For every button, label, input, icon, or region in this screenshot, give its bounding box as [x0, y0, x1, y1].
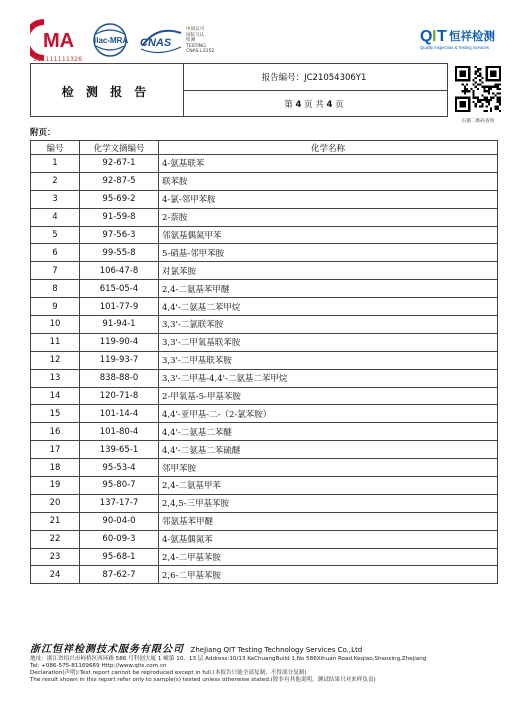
page-indicator	[182, 98, 446, 110]
svg-text:Q: Q	[420, 28, 433, 45]
row-number: 3	[31, 190, 80, 208]
row-number: 10	[31, 316, 80, 334]
cas-number: 91-94-1	[80, 316, 159, 334]
chemical-name: 邻氨基苯甲醚	[159, 512, 498, 530]
table-row	[31, 459, 498, 477]
page-suffix: 页	[335, 100, 344, 110]
row-number: 13	[31, 369, 80, 387]
table-row	[31, 566, 498, 584]
row-number: 21	[31, 512, 80, 530]
cas-number: 615-05-4	[80, 280, 159, 298]
svg-text:Quality Inspection & Testing S: Quality Inspection & Testing Services	[420, 45, 489, 50]
row-number: 7	[31, 262, 80, 280]
row-number: 24	[31, 566, 80, 584]
chemical-name: 邻氨基偶氮甲苯	[159, 226, 498, 244]
chemical-name: 邻甲苯胺	[159, 459, 498, 477]
table-row	[31, 405, 498, 423]
cas-number: 95-69-2	[80, 190, 159, 208]
row-number: 19	[31, 477, 80, 495]
chemical-name: 3,3'-二甲氧基联苯胺	[159, 333, 498, 351]
footer-declaration: Declaration(声明):Test report cannot be reproduced except in full.(本报告只能全部复制，不得部分复制)	[30, 670, 307, 676]
chemical-name: 2,6-二甲基苯胺	[159, 566, 498, 584]
table-row	[31, 351, 498, 369]
cas-number: 119-90-4	[80, 333, 159, 351]
table-body	[31, 155, 498, 584]
row-number: 23	[31, 548, 80, 566]
cnas-logo	[137, 25, 185, 57]
ma-number: 161111111326	[33, 56, 83, 63]
row-number: 6	[31, 244, 80, 262]
cas-number: 137-17-7	[80, 494, 159, 512]
ilac-mra-logo	[88, 22, 132, 58]
cas-number: 101-80-4	[80, 423, 159, 441]
table-row	[31, 172, 498, 190]
row-number: 8	[31, 280, 80, 298]
table-row	[31, 280, 498, 298]
cas-number: 838-88-0	[80, 369, 159, 387]
row-number: 18	[31, 459, 80, 477]
table-row	[31, 369, 498, 387]
row-number: 22	[31, 530, 80, 548]
cas-number: 95-80-7	[80, 477, 159, 495]
footer-tel: Tel: +086-575-81169669 Http://www.qits.com.cn	[30, 663, 167, 669]
row-number: 15	[31, 405, 80, 423]
row-number: 14	[31, 387, 80, 405]
table-row	[31, 423, 498, 441]
table-header-row	[31, 141, 498, 155]
header-cas: 化学文摘编号	[80, 141, 159, 155]
svg-text:ilac-MRA: ilac-MRA	[94, 36, 129, 45]
row-number: 2	[31, 172, 80, 190]
chemical-name: 3,3'-二甲基联苯胺	[159, 351, 498, 369]
company-name-cn: 浙江恒祥检测技术服务有限公司	[30, 644, 184, 655]
row-number: 11	[31, 333, 80, 351]
cnas-accreditation-text	[186, 27, 226, 55]
table-row	[31, 530, 498, 548]
chemical-name: 2,4-二氨基甲苯	[159, 477, 498, 495]
header-chemical-name: 化学名称	[159, 141, 498, 155]
report-title: 检 测 报 告	[61, 85, 151, 99]
table-row	[31, 548, 498, 566]
chemical-name: 4,4'-二氨基二苯甲烷	[159, 298, 498, 316]
cas-number: 106-47-8	[80, 262, 159, 280]
chemical-name: 4-氨基偶氮苯	[159, 530, 498, 548]
chemical-table	[30, 140, 498, 584]
cas-number: 99-55-8	[80, 244, 159, 262]
svg-text:CNAS: CNAS	[140, 37, 172, 49]
cas-number: 119-93-7	[80, 351, 159, 369]
page-prefix: 第	[284, 100, 293, 110]
table-row	[31, 155, 498, 173]
table-row	[31, 512, 498, 530]
table-row	[31, 477, 498, 495]
chemical-name: 4,4'-二氨基二苯硫醚	[159, 441, 498, 459]
chemical-name: 联苯胺	[159, 172, 498, 190]
table-row	[31, 226, 498, 244]
svg-text:MA: MA	[43, 30, 75, 52]
header-number: 编号	[31, 141, 80, 155]
cas-number: 92-87-5	[80, 172, 159, 190]
chemical-name: 4-氯-邻甲苯胺	[159, 190, 498, 208]
table-row	[31, 387, 498, 405]
svg-text:恒祥检测: 恒祥检测	[449, 29, 495, 43]
svg-text:T: T	[437, 28, 447, 45]
table-row	[31, 190, 498, 208]
qr-code[interactable]	[455, 66, 501, 112]
cas-number: 95-68-1	[80, 548, 159, 566]
cnas-text-line: 中国认可	[186, 27, 205, 32]
qit-logo	[420, 26, 508, 52]
cas-number: 101-77-9	[80, 298, 159, 316]
table-row	[31, 298, 498, 316]
chemical-name: 5-硝基-邻甲苯胺	[159, 244, 498, 262]
chemical-name: 对氯苯胺	[159, 262, 498, 280]
row-number: 17	[31, 441, 80, 459]
footer-company	[30, 640, 362, 655]
chemical-name: 3,3'-二甲基-4,4'-二氨基二苯甲烷	[159, 369, 498, 387]
footer-address: 地址：浙江省绍兴市柯桥区西环路 586 号科创大厦 1 幢第 10、13 层 Address:10/13 KeChuangBuild 1,No 586Xihuan Road,Keqiao,Shaoxing,Zhejiang	[30, 656, 427, 662]
table-row	[31, 316, 498, 334]
row-number: 5	[31, 226, 80, 244]
table-row	[31, 244, 498, 262]
page-current: 4	[295, 100, 302, 110]
row-number: 1	[31, 155, 80, 173]
chemical-name: 4,4'-亚甲基-二-（2-氯苯胺）	[159, 405, 498, 423]
cnas-text-line: TESTING	[186, 43, 206, 49]
table-row	[31, 441, 498, 459]
svg-text:I: I	[432, 28, 437, 45]
cnas-text-line: 国际互认	[186, 32, 205, 38]
chemical-name: 4,4'-二氨基二苯醚	[159, 423, 498, 441]
table-row	[31, 208, 498, 226]
row-number: 12	[31, 351, 80, 369]
page-total: 4	[326, 100, 333, 110]
cas-number: 87-62-7	[80, 566, 159, 584]
qr-caption: 扫描二维码查询	[461, 119, 495, 124]
appendix-label: 附页：	[30, 128, 56, 138]
header-row-divider	[183, 90, 447, 91]
report-number: 报告编号：JC21054306Y1	[261, 73, 367, 83]
cas-number: 139-65-1	[80, 441, 159, 459]
cnas-text-line: CNAS L3152	[186, 49, 215, 55]
cas-number: 92-67-1	[80, 155, 159, 173]
table-row	[31, 494, 498, 512]
chemical-name: 2,4-二氨基苯甲醚	[159, 280, 498, 298]
chemical-name: 2-萘胺	[159, 208, 498, 226]
row-number: 4	[31, 208, 80, 226]
cas-number: 101-14-4	[80, 405, 159, 423]
table-row	[31, 262, 498, 280]
chemical-name: 2,4,5-三甲基苯胺	[159, 494, 498, 512]
row-number: 16	[31, 423, 80, 441]
chemical-name: 2,4-二甲基苯胺	[159, 548, 498, 566]
page-mid: 页 共	[304, 100, 324, 110]
chemical-name: 2-甲氧基-5-甲基苯胺	[159, 387, 498, 405]
row-number: 20	[31, 494, 80, 512]
cas-number: 60-09-3	[80, 530, 159, 548]
table-row	[31, 333, 498, 351]
cnas-text-line: 检测	[186, 38, 196, 44]
cas-number: 95-53-4	[80, 459, 159, 477]
cas-number: 120-71-8	[80, 387, 159, 405]
footer-disclaimer: The result shown in this report refer only to sample(s) tested unless otherwise stated.(除非有其他说明，测试结果只对来样负责)	[30, 677, 376, 683]
chemical-name: 3,3'-二氯联苯胺	[159, 316, 498, 334]
row-number: 9	[31, 298, 80, 316]
cas-number: 91-59-8	[80, 208, 159, 226]
company-name-en: ZheJiang QIT Testing Technology Services Co.,Ltd	[190, 646, 363, 654]
cas-number: 97-56-3	[80, 226, 159, 244]
cas-number: 90-04-0	[80, 512, 159, 530]
chemical-name: 4-氨基联苯	[159, 155, 498, 173]
